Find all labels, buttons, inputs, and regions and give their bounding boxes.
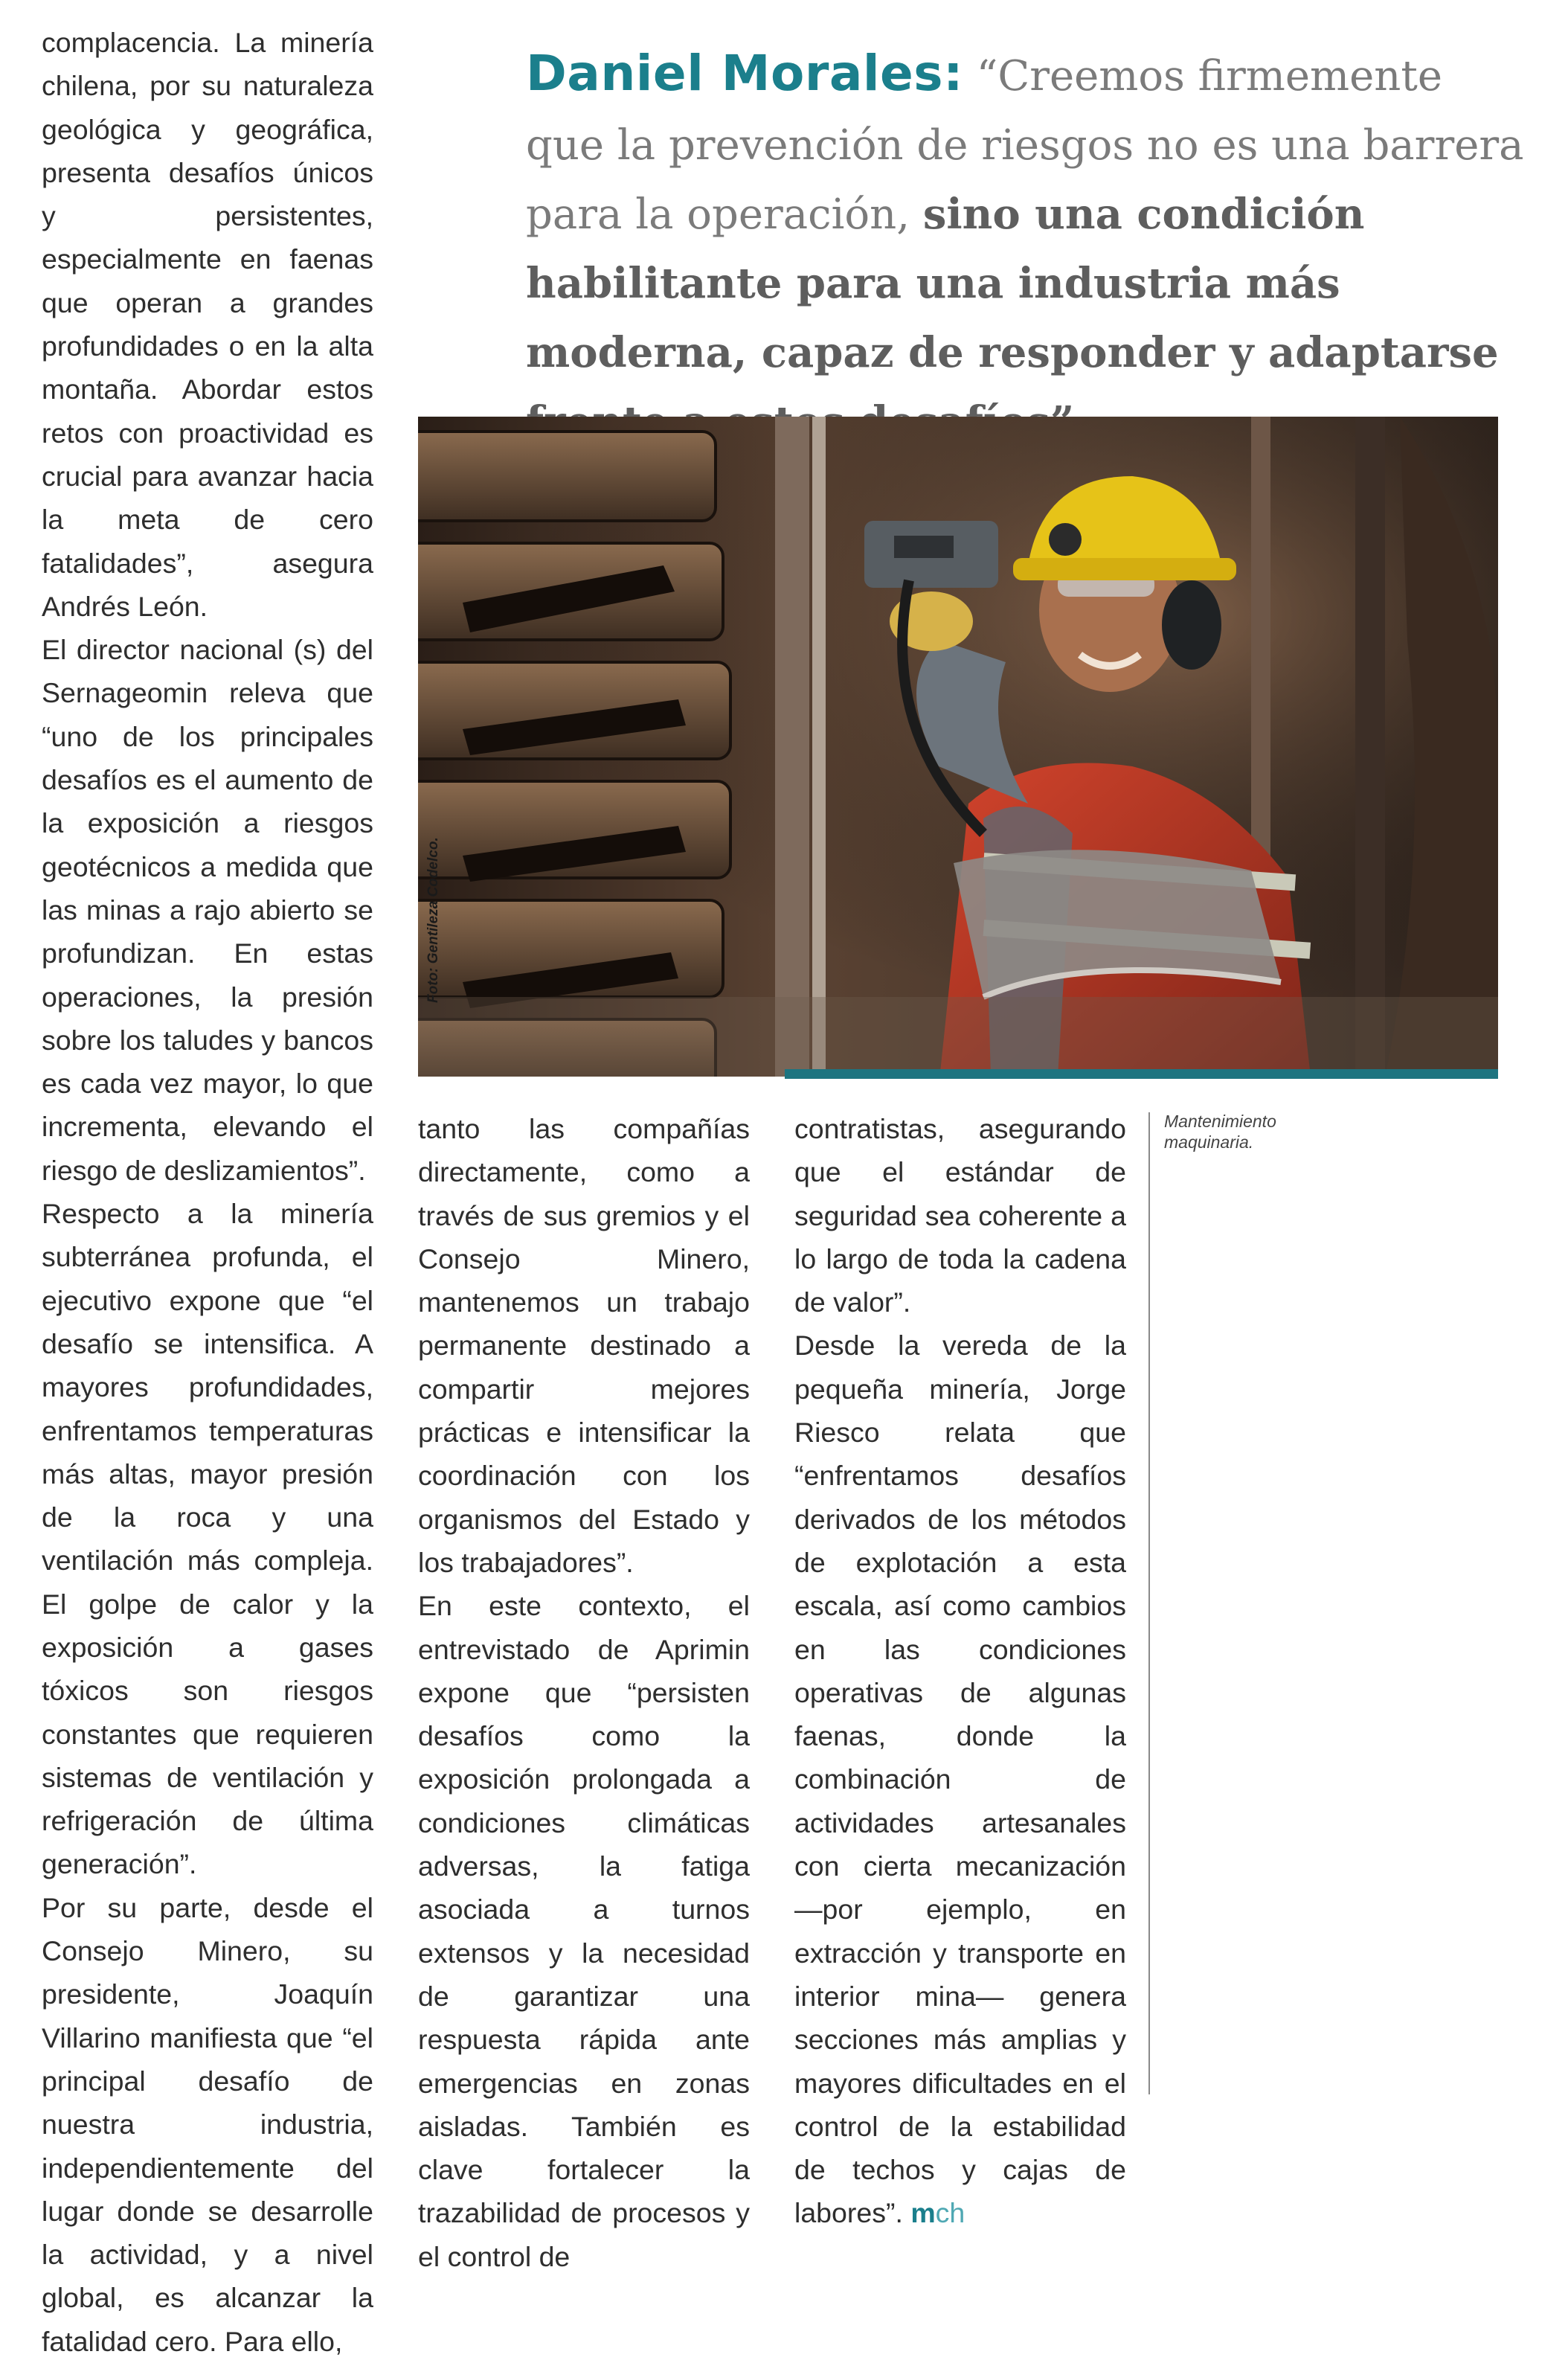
paragraph: Por su parte, desde el Consejo Minero, su presidente, Joaquín Villarino manifiesta que “el principal desafío de nuestra industria, independientemente del lugar donde se desarrolle la actividad, y a nivel global, es alcanzar la fatalidad cero. Para ello, (42, 1891, 373, 2357)
caption-divider (1148, 1112, 1150, 2094)
paragraph (794, 1324, 1126, 2234)
paragraph: En este contexto, el entrevistado de Aprimin expone que “persisten desafíos como la exposición prolongada a condiciones climáticas adversas, la fatiga asociada a turnos extensos y la necesidad de garantizar una respuesta rápida ante emergencias en zonas aisladas. También es clave fortalecer la trazabilidad de procesos y el control de (418, 1590, 750, 2272)
article-column-2 (418, 1107, 750, 2278)
quote-text: “Creemos firmemente que la prevención de riesgos no es una barrera para la operación, (526, 52, 1524, 239)
photo-credit: Foto: Gentileza Codelco. (425, 837, 441, 1003)
paragraph: complacencia. La minería chilena, por su naturaleza geológica y geográfica, presenta desafíos únicos y persistentes, especialmente en faenas que operan a grandes profundidades o en la alta montaña. Abordar estos retos con proactividad es crucial para avanzar hacia la meta de cero fatalidades”, asegura Andrés León. (42, 27, 373, 622)
paragraph: tanto las compañías directamente, como a través de sus gremios y el Consejo Minero, mantenemos un trabajo permanente destinado a compartir mejores prácticas e intensificar la coordinación con los organismos del Estado y los trabajadores”. (418, 1113, 750, 1578)
quote-speaker: Daniel Morales: (526, 45, 963, 102)
photo-accent-bar (785, 1069, 1498, 1079)
paragraph: El director nacional (s) del Sernageomin releva que “uno de los principales desafíos es el aumento de la exposición a riesgos geotécnicos a medida que las minas a rajo abierto se profundizan. En estas operaciones, la presión sobre los taludes y bancos es cada vez mayor, lo que incrementa, elevando el riesgo de deslizamientos”. (42, 634, 373, 1186)
pull-quote (526, 39, 1530, 457)
quote-text-bold: sino una condición habilitante para una industria más moderna, capaz de responder y adaptarse (526, 190, 1499, 377)
paragraph: Respecto a la minería subterránea profunda, el ejecutivo expone que “el desafío se intensifica. A mayores profundidades, enfrentamos temperaturas más altas, mayor presión de la roca y una ventilación más compleja. El golpe de calor y la exposición a gases tóxicos son riesgos constantes que requieren sistemas de ventilación y refrigeración de última generación”. (42, 1198, 373, 1880)
article-photo (418, 417, 1498, 1077)
mining-worker-illustration (418, 417, 1498, 1077)
article-column-3 (794, 1107, 1126, 2235)
mch-signature-logo: mch (910, 2197, 965, 2229)
photo-caption: Mantenimiento maquinaria. (1164, 1112, 1276, 1152)
article-column-1 (42, 21, 373, 2363)
paragraph: contratistas, asegurando que el estándar de seguridad sea coherente a lo largo de toda la cadena de valor”. (794, 1113, 1126, 1318)
paragraph-text: Desde la vereda de la pequeña minería, Jorge Riesco relata que “enfrentamos desafíos derivados de los métodos de explotación a esta escala, así como cambios en las condiciones operativas de algunas faenas, donde la combinación de actividades artesanales con cierta mecanización —por ejemplo, en extracción y transporte en interior mina— genera secciones más amplias y mayores dificultades en el control de la estabilidad de techos y cajas de labores”. (794, 1330, 1126, 2229)
photo-credit-area (425, 832, 448, 1003)
